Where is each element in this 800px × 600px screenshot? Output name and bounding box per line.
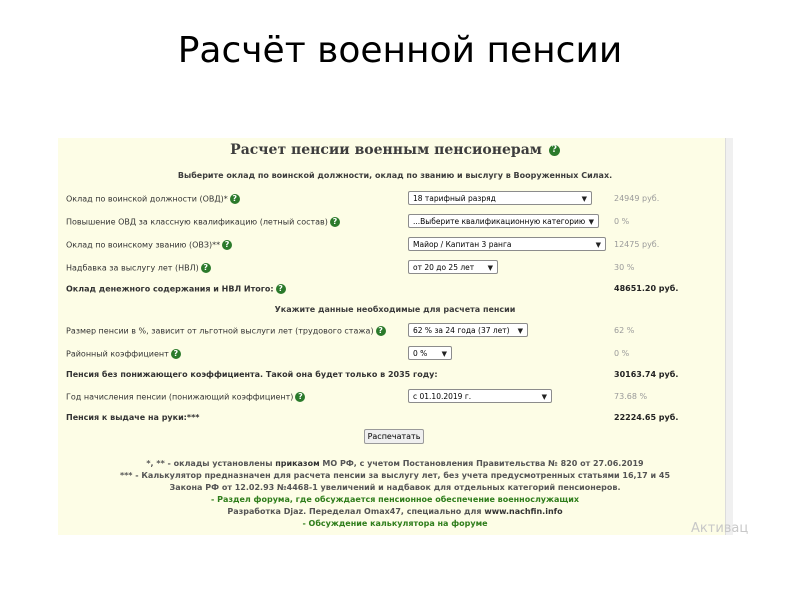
row-regional-coef	[58, 345, 732, 365]
row-label: Год начисления пенсии (понижающий коэффициент)	[66, 392, 294, 402]
help-icon[interactable]: ?	[330, 217, 340, 227]
row-pension-year	[58, 388, 732, 408]
row-label: Оклад по воинскому званию (ОВЗ)**	[66, 240, 221, 250]
chevron-down-icon: ▼	[517, 327, 523, 335]
slide-title: Расчёт военной пенсии	[177, 30, 623, 71]
pension-payout-value: 22224.65 руб.	[614, 413, 679, 422]
chevron-down-icon: ▼	[541, 393, 547, 401]
row-label: Надбавка за выслугу лет (НВЛ)	[66, 263, 199, 273]
help-icon[interactable]: ?	[201, 263, 211, 273]
section-header-salary: Выберите оклад по воинской должности, оклад по званию и выслугу в Вооруженных Силах.	[177, 171, 613, 180]
row-pension-percent	[58, 322, 732, 342]
row-label: Повышение ОВД за классную квалификацию (летный состав)	[66, 217, 328, 227]
footnote-law: Закона РФ от 12.02.93 №4468-1 увеличений и надбавок для отдельных категорий пенсионеров.	[169, 483, 621, 492]
chevron-down-icon: ▼	[441, 350, 447, 358]
section-header-pension: Укажите данные необходимые для расчета пенсии	[274, 305, 516, 314]
row-label: Оклад денежного содержания и НВЛ Итого:	[66, 284, 274, 294]
position-salary-value: 24949 руб.	[614, 194, 660, 203]
chevron-down-icon: ▼	[588, 218, 594, 226]
row-qualification	[58, 213, 732, 233]
row-position-salary	[58, 190, 732, 210]
print-button[interactable]: Распечатать	[364, 429, 424, 444]
footnote-calculator-scope: *** - Калькулятор предназначен для расчета пенсии за выслугу лет, без учета предусмотренных статьями 16,17 и 45	[119, 471, 671, 480]
row-rank-salary	[58, 236, 732, 256]
scrollbar[interactable]	[725, 138, 733, 535]
calculator-title: Расчет пенсии военным пенсионерам ?	[58, 138, 732, 162]
chevron-down-icon: ▼	[581, 195, 587, 203]
regional-coef-value: 0 %	[614, 349, 630, 358]
total-salary-value: 48651.20 руб.	[614, 284, 679, 293]
chevron-down-icon: ▼	[595, 241, 601, 249]
help-icon[interactable]: ?	[230, 194, 240, 204]
row-label: Оклад по воинской должности (ОВД)*	[66, 194, 228, 204]
help-icon[interactable]: ?	[276, 284, 286, 294]
help-icon[interactable]: ?	[295, 392, 305, 402]
pension-percent-value: 62 %	[614, 326, 635, 335]
row-pension-payout	[58, 409, 732, 429]
row-total-salary	[58, 280, 732, 300]
forum-discussion-link[interactable]: - Обсуждение калькулятора на форуме	[302, 519, 488, 528]
row-service-bonus	[58, 259, 732, 279]
row-label: Пенсия без понижающего коэффициента. Такой она будет только в 2035 году:	[66, 370, 438, 379]
rank-salary-value: 12475 руб.	[614, 240, 660, 249]
qualification-value: 0 %	[614, 217, 630, 226]
position-salary-select[interactable]: 18 тарифный разряд ▼	[408, 191, 592, 205]
qualification-select[interactable]: ...Выберите квалификационную категорию ▼	[408, 214, 599, 228]
chevron-down-icon: ▼	[487, 264, 493, 272]
forum-section-link[interactable]: - Раздел форума, где обсуждается пенсионное обеспечение военнослужащих	[211, 495, 579, 504]
help-icon[interactable]: ?	[171, 349, 181, 359]
row-label: Размер пенсии в %, зависит от льготной выслуги лет (трудового стажа)	[66, 326, 374, 336]
pension-full-value: 30163.74 руб.	[614, 370, 679, 379]
order-link[interactable]: приказом	[275, 459, 320, 468]
activation-watermark: Активац	[691, 521, 749, 536]
help-icon[interactable]: ?	[376, 326, 386, 336]
footnote-credits: Разработка Djaz. Переделал Omax47, специально для www.nachfin.info	[227, 507, 563, 516]
service-years-select[interactable]: от 20 до 25 лет ▼	[408, 260, 498, 274]
footnotes	[58, 458, 732, 530]
regional-coef-select[interactable]: 0 % ▼	[408, 346, 452, 360]
pension-calculator	[58, 138, 732, 535]
pension-year-select[interactable]: с 01.10.2019 г. ▼	[408, 389, 552, 403]
help-icon[interactable]: ?	[222, 240, 232, 250]
service-bonus-value: 30 %	[614, 263, 635, 272]
pension-year-value: 73.68 %	[614, 392, 648, 401]
site-link[interactable]: www.nachfin.info	[484, 507, 563, 516]
footnote-salary-source: *, ** - оклады установлены приказом МО РФ, с учетом Постановления Правительства № 820 от 27.06.2019	[146, 459, 644, 468]
pension-percent-select[interactable]: 62 % за 24 года (37 лет) ▼	[408, 323, 528, 337]
row-pension-full	[58, 366, 732, 386]
row-label: Пенсия к выдаче на руки:***	[66, 413, 200, 422]
rank-select[interactable]: Майор / Капитан 3 ранга ▼	[408, 237, 606, 251]
help-icon[interactable]: ?	[549, 145, 560, 156]
row-label: Районный коэффициент	[66, 349, 169, 359]
